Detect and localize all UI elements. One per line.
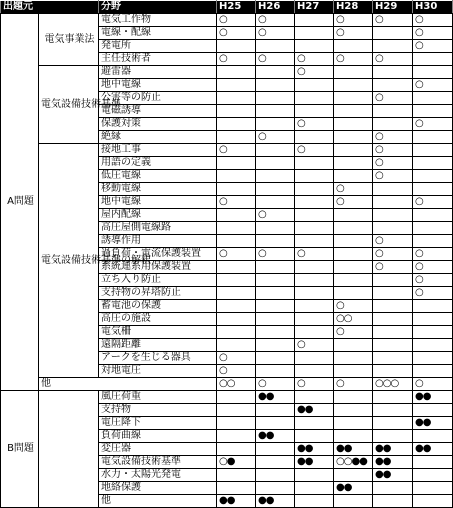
- mark-cell: [217, 209, 256, 222]
- mark-cell: [334, 469, 373, 482]
- mark-cell: [413, 209, 453, 222]
- header-year-h25: H25: [217, 1, 256, 14]
- mark-cell: [295, 313, 334, 326]
- mark-cell: [373, 183, 413, 196]
- mark-cell: [217, 339, 256, 352]
- mark-cell: [295, 196, 334, 209]
- mark-cell: [334, 339, 373, 352]
- mark-cell: [413, 183, 453, 196]
- section-b-label: B問題: [1, 391, 39, 508]
- mark-cell: [217, 157, 256, 170]
- topic-cell: 発電所: [99, 40, 217, 53]
- topic-cell: 主任技術者: [99, 53, 217, 66]
- mark-cell: ○: [413, 118, 453, 131]
- mark-cell: ○: [413, 261, 453, 274]
- mark-cell: [334, 144, 373, 157]
- mark-cell: ○: [373, 14, 413, 27]
- mark-cell: [373, 326, 413, 339]
- topic-cell: 電圧降下: [99, 417, 217, 430]
- mark-cell: [334, 274, 373, 287]
- mark-cell: [413, 300, 453, 313]
- mark-cell: [373, 66, 413, 79]
- mark-cell: ●●: [295, 443, 334, 456]
- mark-cell: ○: [217, 365, 256, 378]
- mark-cell: [256, 274, 295, 287]
- mark-cell: [256, 417, 295, 430]
- mark-cell: [256, 66, 295, 79]
- mark-cell: ●●: [334, 482, 373, 495]
- mark-cell: ●●: [256, 430, 295, 443]
- mark-cell: [217, 183, 256, 196]
- mark-cell: [256, 404, 295, 417]
- mark-cell: [334, 404, 373, 417]
- mark-cell: [373, 404, 413, 417]
- topic-cell: 地中電線: [99, 79, 217, 92]
- mark-cell: [373, 313, 413, 326]
- mark-cell: ○: [256, 27, 295, 40]
- mark-cell: [217, 287, 256, 300]
- topic-cell: アークを生じる器具: [99, 352, 217, 365]
- topic-cell: 負荷曲線: [99, 430, 217, 443]
- mark-cell: ○: [295, 378, 334, 391]
- mark-cell: [217, 417, 256, 430]
- mark-cell: ○: [217, 144, 256, 157]
- mark-cell: [295, 40, 334, 53]
- mark-cell: [373, 300, 413, 313]
- topic-cell: 過負荷・電流保護装置: [99, 248, 217, 261]
- group-denki-setsubi-gijutsu-kijun: 電気設備技術基準: [39, 66, 99, 144]
- topic-cell: 絶縁: [99, 131, 217, 144]
- mark-cell: [256, 287, 295, 300]
- topic-cell: 保護対策: [99, 118, 217, 131]
- mark-cell: [217, 131, 256, 144]
- mark-cell: [217, 274, 256, 287]
- mark-cell: [334, 92, 373, 105]
- topic-cell: 他: [99, 495, 217, 508]
- mark-cell: ○: [334, 53, 373, 66]
- mark-cell: ●●: [295, 404, 334, 417]
- mark-cell: [256, 144, 295, 157]
- mark-cell: [295, 326, 334, 339]
- mark-cell: [256, 365, 295, 378]
- mark-cell: [217, 105, 256, 118]
- mark-cell: ○: [295, 339, 334, 352]
- mark-cell: ○: [295, 248, 334, 261]
- header-source: 出題元: [1, 1, 99, 14]
- mark-cell: [256, 482, 295, 495]
- topic-cell: 移動電線: [99, 183, 217, 196]
- mark-cell: [217, 79, 256, 92]
- mark-cell: [256, 79, 295, 92]
- mark-cell: ○: [217, 27, 256, 40]
- topic-cell: 地中電線: [99, 196, 217, 209]
- header-year-h29: H29: [373, 1, 413, 14]
- mark-cell: [295, 287, 334, 300]
- mark-cell: [413, 469, 453, 482]
- mark-cell: [373, 209, 413, 222]
- topic-cell: 地絡保護: [99, 482, 217, 495]
- mark-cell: ●●: [373, 456, 413, 469]
- mark-cell: ○○●●: [334, 456, 373, 469]
- mark-cell: [256, 170, 295, 183]
- mark-cell: [373, 391, 413, 404]
- mark-cell: [217, 222, 256, 235]
- mark-cell: [334, 105, 373, 118]
- mark-cell: [334, 287, 373, 300]
- header-year-h26: H26: [256, 1, 295, 14]
- mark-cell: [256, 157, 295, 170]
- topic-cell: 支持物の昇塔防止: [99, 287, 217, 300]
- mark-cell: [256, 352, 295, 365]
- mark-cell: [334, 79, 373, 92]
- mark-cell: [373, 417, 413, 430]
- mark-cell: ○: [373, 235, 413, 248]
- mark-cell: [373, 339, 413, 352]
- mark-cell: [256, 196, 295, 209]
- mark-cell: [295, 391, 334, 404]
- mark-cell: [217, 170, 256, 183]
- mark-cell: ○: [256, 131, 295, 144]
- topic-cell: 用語の定義: [99, 157, 217, 170]
- mark-cell: ○: [413, 196, 453, 209]
- mark-cell: ○: [373, 53, 413, 66]
- mark-cell: [334, 495, 373, 508]
- table-row: [1, 66, 453, 79]
- mark-cell: ○: [334, 27, 373, 40]
- mark-cell: [256, 469, 295, 482]
- mark-cell: [217, 261, 256, 274]
- mark-cell: ●●: [295, 456, 334, 469]
- table-row: [1, 14, 453, 27]
- mark-cell: [295, 495, 334, 508]
- topic-cell: 立ち入り防止: [99, 274, 217, 287]
- mark-cell: [334, 209, 373, 222]
- mark-cell: ○: [217, 196, 256, 209]
- mark-cell: ○: [295, 144, 334, 157]
- mark-cell: ●●: [413, 391, 453, 404]
- mark-cell: [217, 66, 256, 79]
- mark-cell: [413, 105, 453, 118]
- topic-cell: 風圧荷重: [99, 391, 217, 404]
- mark-cell: [334, 170, 373, 183]
- mark-cell: [256, 222, 295, 235]
- mark-cell: ○: [413, 40, 453, 53]
- mark-cell: [295, 79, 334, 92]
- mark-cell: [373, 118, 413, 131]
- section-b-spacer: [39, 391, 99, 508]
- mark-cell: ○: [217, 14, 256, 27]
- mark-cell: ○: [256, 53, 295, 66]
- mark-cell: [295, 170, 334, 183]
- mark-cell: [217, 40, 256, 53]
- mark-cell: [334, 66, 373, 79]
- mark-cell: [413, 313, 453, 326]
- mark-cell: ○○○: [373, 378, 413, 391]
- topic-cell: 電線・配線: [99, 27, 217, 40]
- mark-cell: [413, 157, 453, 170]
- mark-cell: [217, 482, 256, 495]
- mark-cell: ○: [334, 378, 373, 391]
- mark-cell: [256, 235, 295, 248]
- mark-cell: ○: [413, 287, 453, 300]
- mark-cell: [295, 157, 334, 170]
- mark-cell: [295, 482, 334, 495]
- mark-cell: [217, 404, 256, 417]
- header-row: [1, 1, 453, 14]
- mark-cell: [413, 222, 453, 235]
- mark-cell: [217, 300, 256, 313]
- mark-cell: [256, 339, 295, 352]
- topic-cell: 低圧電線: [99, 170, 217, 183]
- mark-cell: ○: [217, 248, 256, 261]
- mark-cell: [295, 469, 334, 482]
- mark-cell: ○: [373, 144, 413, 157]
- mark-cell: ○: [295, 118, 334, 131]
- mark-cell: [295, 209, 334, 222]
- mark-cell: [413, 92, 453, 105]
- table-row: [1, 144, 453, 157]
- mark-cell: [334, 40, 373, 53]
- mark-cell: [373, 196, 413, 209]
- mark-cell: [334, 131, 373, 144]
- mark-cell: ○: [373, 157, 413, 170]
- mark-cell: [373, 482, 413, 495]
- mark-cell: [295, 27, 334, 40]
- mark-cell: ●●: [217, 495, 256, 508]
- header-field: 分野: [99, 1, 217, 14]
- mark-cell: [295, 300, 334, 313]
- mark-cell: [217, 469, 256, 482]
- header-year-h30: H30: [413, 1, 453, 14]
- mark-cell: ●●: [373, 443, 413, 456]
- mark-cell: [295, 105, 334, 118]
- mark-cell: ●●: [256, 495, 295, 508]
- mark-cell: [256, 40, 295, 53]
- mark-cell: [334, 261, 373, 274]
- mark-cell: [295, 352, 334, 365]
- mark-cell: ○○: [217, 378, 256, 391]
- mark-cell: [373, 105, 413, 118]
- mark-cell: ●●: [413, 443, 453, 456]
- mark-cell: [373, 40, 413, 53]
- mark-cell: [334, 222, 373, 235]
- mark-cell: [256, 261, 295, 274]
- mark-cell: ○●: [217, 456, 256, 469]
- mark-cell: [217, 118, 256, 131]
- mark-cell: ●●: [373, 469, 413, 482]
- mark-cell: [334, 235, 373, 248]
- mark-cell: [373, 352, 413, 365]
- mark-cell: [413, 456, 453, 469]
- mark-cell: [334, 417, 373, 430]
- mark-cell: [256, 443, 295, 456]
- mark-cell: [256, 118, 295, 131]
- mark-cell: [256, 313, 295, 326]
- mark-cell: [217, 326, 256, 339]
- mark-cell: ○: [256, 209, 295, 222]
- mark-cell: [295, 131, 334, 144]
- mark-cell: ○: [373, 92, 413, 105]
- mark-cell: [413, 53, 453, 66]
- mark-cell: [256, 105, 295, 118]
- mark-cell: ○: [217, 53, 256, 66]
- mark-cell: ○: [373, 248, 413, 261]
- table-row: [1, 391, 453, 404]
- mark-cell: [295, 183, 334, 196]
- mark-cell: ○○: [334, 313, 373, 326]
- mark-cell: ○: [334, 183, 373, 196]
- topic-cell: 支持物: [99, 404, 217, 417]
- mark-cell: [256, 456, 295, 469]
- topic-cell: 電磁誘導: [99, 105, 217, 118]
- topic-cell: 変圧器: [99, 443, 217, 456]
- mark-cell: ○: [413, 378, 453, 391]
- mark-cell: ○: [295, 66, 334, 79]
- topic-cell: 電気柵: [99, 326, 217, 339]
- mark-cell: [256, 183, 295, 196]
- mark-cell: [295, 222, 334, 235]
- section-a-label: A問題: [1, 14, 39, 391]
- topic-cell: 高圧屋側電線路: [99, 222, 217, 235]
- mark-cell: [334, 118, 373, 131]
- mark-cell: [413, 235, 453, 248]
- mark-cell: [373, 495, 413, 508]
- topic-cell: 蓄電池の保護: [99, 300, 217, 313]
- topic-cell: 高圧の施設: [99, 313, 217, 326]
- group-denki-jigyouhou: 電気事業法: [39, 14, 99, 66]
- mark-cell: [217, 430, 256, 443]
- topic-cell: 水力・太陽光発電: [99, 469, 217, 482]
- mark-cell: ○: [256, 248, 295, 261]
- mark-cell: [217, 235, 256, 248]
- mark-cell: [217, 92, 256, 105]
- mark-cell: [373, 430, 413, 443]
- mark-cell: [413, 404, 453, 417]
- mark-cell: [413, 131, 453, 144]
- mark-cell: ○: [413, 274, 453, 287]
- mark-cell: [295, 274, 334, 287]
- mark-cell: [373, 274, 413, 287]
- mark-cell: [334, 430, 373, 443]
- topic-cell: 系統連系用保護装置: [99, 261, 217, 274]
- topic-cell: 屋内配線: [99, 209, 217, 222]
- topic-cell: 遠隔距離: [99, 339, 217, 352]
- mark-cell: [295, 365, 334, 378]
- mark-cell: [334, 352, 373, 365]
- mark-cell: ○: [373, 261, 413, 274]
- mark-cell: ○: [413, 27, 453, 40]
- topic-cell: 電気工作物: [99, 14, 217, 27]
- topic-cell: 接地工事: [99, 144, 217, 157]
- mark-cell: [413, 170, 453, 183]
- mark-cell: [295, 14, 334, 27]
- mark-cell: [373, 287, 413, 300]
- mark-cell: ○: [334, 326, 373, 339]
- mark-cell: [373, 222, 413, 235]
- topic-cell: 対地電圧: [99, 365, 217, 378]
- mark-cell: ○: [217, 352, 256, 365]
- mark-cell: ○: [334, 300, 373, 313]
- mark-cell: [295, 430, 334, 443]
- mark-cell: ○: [334, 196, 373, 209]
- mark-cell: ●●: [256, 391, 295, 404]
- mark-cell: ○: [413, 248, 453, 261]
- mark-cell: [413, 66, 453, 79]
- mark-cell: [413, 430, 453, 443]
- mark-cell: ○: [295, 53, 334, 66]
- header-year-h28: H28: [334, 1, 373, 14]
- topic-cell: 電気設備技術基準: [99, 456, 217, 469]
- mark-cell: ●●: [413, 417, 453, 430]
- mark-cell: ○: [256, 378, 295, 391]
- mark-cell: ○: [334, 14, 373, 27]
- mark-cell: [217, 391, 256, 404]
- mark-cell: [334, 248, 373, 261]
- topic-cell: 避雷器: [99, 66, 217, 79]
- mark-cell: [413, 144, 453, 157]
- mark-cell: ○: [373, 170, 413, 183]
- mark-cell: [217, 443, 256, 456]
- mark-cell: ●●: [334, 443, 373, 456]
- mark-cell: [413, 352, 453, 365]
- mark-cell: [217, 313, 256, 326]
- mark-cell: [295, 417, 334, 430]
- topic-cell: 誘導作用: [99, 235, 217, 248]
- mark-cell: ○: [256, 14, 295, 27]
- mark-cell: [295, 261, 334, 274]
- mark-cell: [295, 235, 334, 248]
- mark-cell: [334, 391, 373, 404]
- mark-cell: [373, 27, 413, 40]
- mark-cell: [334, 157, 373, 170]
- mark-cell: [256, 326, 295, 339]
- mark-cell: [334, 365, 373, 378]
- group-gijutsu-kijun-kaishaku: 電気設備技術基準の解釈: [39, 144, 99, 378]
- mark-cell: [373, 365, 413, 378]
- mark-cell: [413, 495, 453, 508]
- mark-cell: [413, 365, 453, 378]
- group-other: 他: [39, 378, 217, 391]
- mark-cell: ○: [373, 131, 413, 144]
- mark-cell: [295, 92, 334, 105]
- topic-cell: 公害等の防止: [99, 92, 217, 105]
- mark-cell: [256, 92, 295, 105]
- mark-cell: [413, 482, 453, 495]
- header-year-h27: H27: [295, 1, 334, 14]
- mark-cell: [373, 79, 413, 92]
- mark-cell: [256, 300, 295, 313]
- mark-cell: [413, 326, 453, 339]
- mark-cell: [413, 339, 453, 352]
- mark-cell: ○: [413, 79, 453, 92]
- table-row: [1, 378, 453, 391]
- mark-cell: ○: [413, 14, 453, 27]
